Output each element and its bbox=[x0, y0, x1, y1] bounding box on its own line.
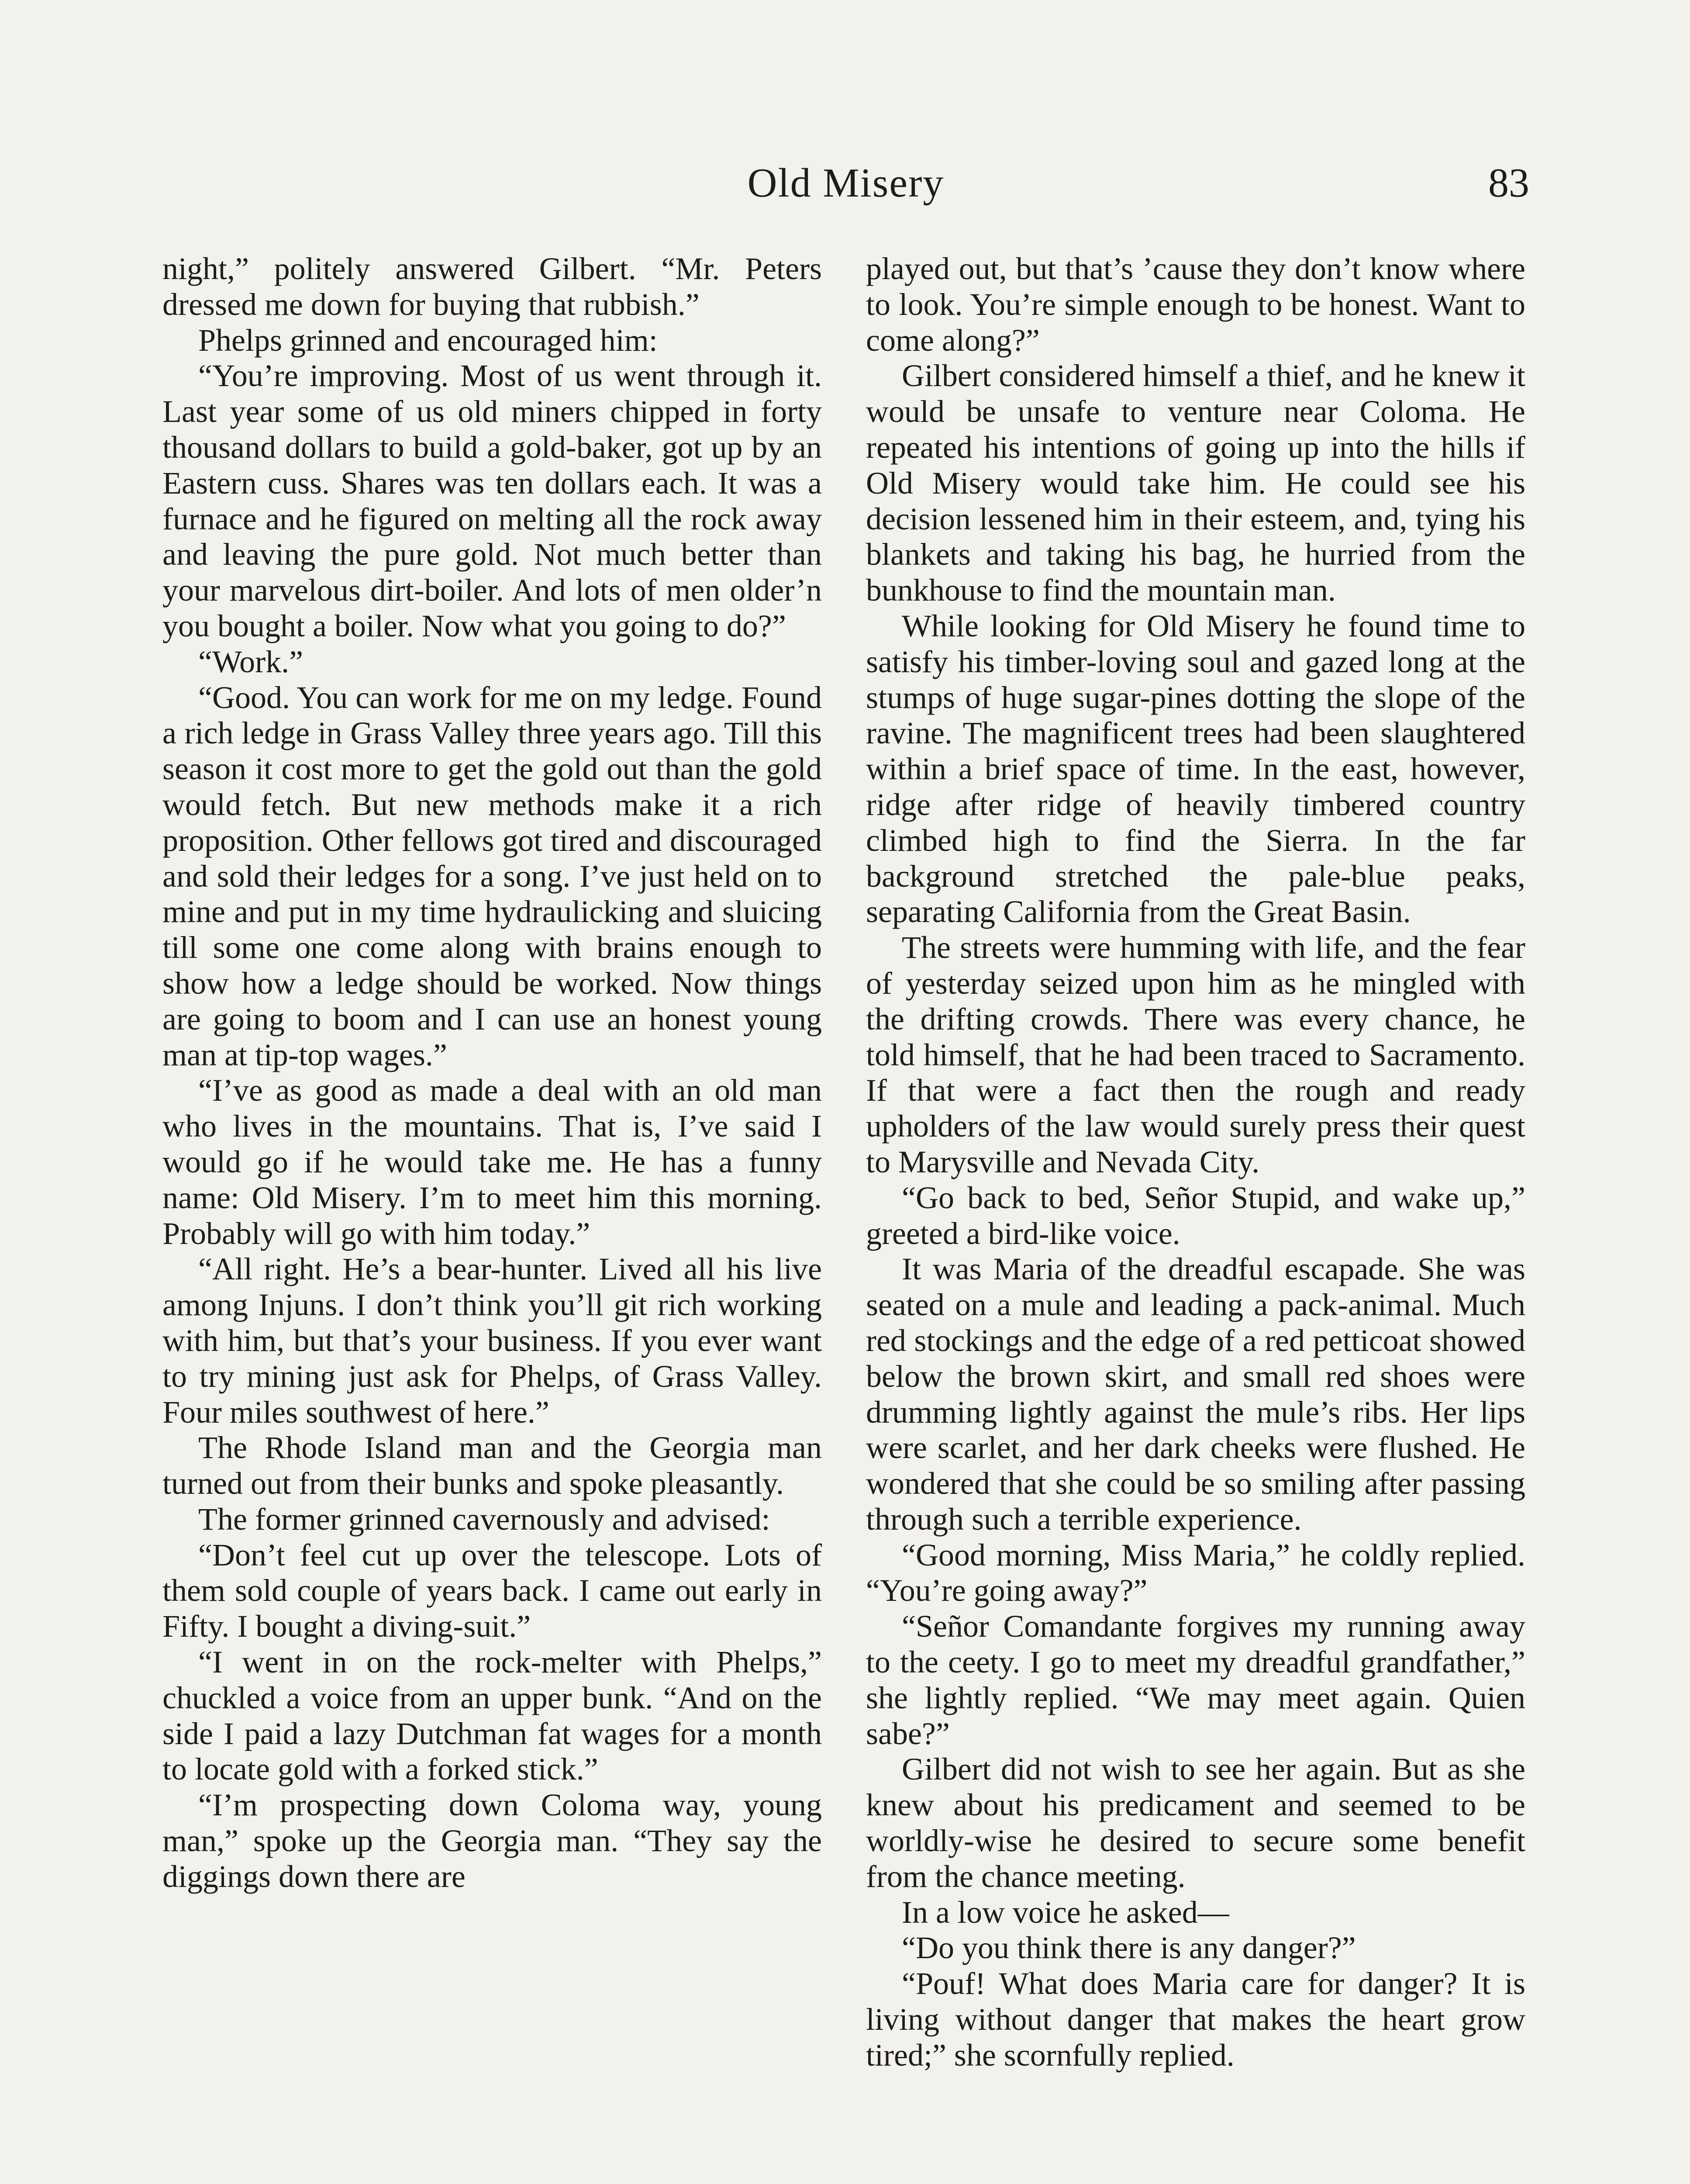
paragraph: “You’re improving. Most of us went through it. Last year some of us old miners chipped in forty thousand dollars to build a gold-baker, got up by an Eastern cuss. Shares was ten dollars each. It was a furnace and he figured on melting all the rock away and leaving the pure gold. Not much better than your marvelous dirt-boiler. And lots of men older’n you bought a boiler. Now what you going to do?” bbox=[162, 358, 822, 643]
paragraph: night,” politely answered Gilbert. “Mr. Peters dressed me down for buying that rubbish.” bbox=[162, 251, 822, 322]
paragraph: “All right. He’s a bear-hunter. Lived all his live among Injuns. I don’t think you’ll git rich working with him, but that’s your business. If you ever want to try mining just ask for Phelps, of Grass Valley. Four miles southwest of here.” bbox=[162, 1251, 822, 1430]
paragraph: “Go back to bed, Señor Stupid, and wake up,” greeted a bird-like voice. bbox=[866, 1180, 1525, 1251]
paragraph: “Good morning, Miss Maria,” he coldly replied. “You’re going away?” bbox=[866, 1537, 1525, 1608]
paragraph: played out, but that’s ’cause they don’t know where to look. You’re simple enough to be honest. Want to come along?” bbox=[866, 251, 1525, 358]
paragraph: While looking for Old Misery he found time to satisfy his timber-loving soul and gazed long at the stumps of huge sugar-pines dotting the slope of the ravine. The magnificent trees had been slaughtered within a brief space of time. In the east, however, ridge after ridge of heavily timbered country climbed high to find the Sierra. In the far background stretched the pale-blue peaks, separating California from the Great Basin. bbox=[866, 608, 1525, 930]
paragraph: “Pouf! What does Maria care for danger? It is living without danger that makes the heart grow tired;” she scornfully replied. bbox=[866, 1966, 1525, 2073]
paragraph: Gilbert considered himself a thief, and he knew it would be unsafe to venture near Coloma. He repeated his intentions of going up into the hills if Old Misery would take him. He could see his decision lessened him in their esteem, and, tying his blankets and taking his bag, he hurried from the bunkhouse to find the mountain man. bbox=[866, 358, 1525, 608]
paragraph: Gilbert did not wish to see her again. But as she knew about his predicament and seemed to be worldly-wise he desired to secure some benefit from the chance meeting. bbox=[866, 1752, 1525, 1894]
text-column-right bbox=[866, 251, 1525, 2073]
paragraph: “Work.” bbox=[198, 644, 304, 679]
text-column-left bbox=[162, 251, 822, 1895]
paragraph: The former grinned cavernously and advised: bbox=[198, 1501, 770, 1537]
paragraph: “I’ve as good as made a deal with an old man who lives in the mountains. That is, I’ve said I would go if he would take me. He has a funny name: Old Misery. I’m to meet him this morning. Probably will go with him today.” bbox=[162, 1073, 822, 1251]
paragraph: It was Maria of the dreadful escapade. She was seated on a mule and leading a pack-animal. Much red stockings and the edge of a red petticoat showed below the brown skirt, and small red shoes were drumming lightly against the mule’s ribs. Her lips were scarlet, and her dark cheeks were flushed. He wondered that she could be so smiling after passing through such a terrible experience. bbox=[866, 1251, 1525, 1537]
paragraph: “Do you think there is any danger?” bbox=[902, 1930, 1356, 1966]
paragraph: The streets were humming with life, and the fear of yesterday seized upon him as he mingled with the drifting crowds. There was every chance, he told himself, that he had been traced to Sacramento. If that were a fact then the rough and ready upholders of the law would surely press their quest to Marysville and Nevada City. bbox=[866, 930, 1525, 1179]
paragraph: Phelps grinned and encouraged him: bbox=[198, 322, 658, 358]
paragraph: In a low voice he asked— bbox=[902, 1894, 1229, 1930]
paragraph: The Rhode Island man and the Georgia man turned out from their bunks and spoke pleasantly. bbox=[162, 1430, 822, 1501]
page-number: 83 bbox=[1488, 160, 1529, 206]
page-header bbox=[162, 159, 1529, 212]
paragraph: “Don’t feel cut up over the telescope. Lots of them sold couple of years back. I came out early in Fifty. I bought a diving-suit.” bbox=[162, 1537, 822, 1644]
paragraph: “Señor Comandante forgives my running away to the ceety. I go to meet my dreadful grandfather,” she lightly replied. “We may meet again. Quien sabe?” bbox=[866, 1609, 1525, 1751]
paragraph: “I’m prospecting down Coloma way, young man,” spoke up the Georgia man. “They say the diggings down there are bbox=[162, 1787, 822, 1894]
paragraph: “Good. You can work for me on my ledge. Found a rich ledge in Grass Valley three years ago. Till this season it cost more to get the gold out than the gold would fetch. But new methods make it a rich proposition. Other fellows got tired and discouraged and sold their ledges for a song. I’ve just held on to mine and put in my time hydraulicking and sluicing till some one come along with brains enough to show how a ledge should be worked. Now things are going to boom and I can use an honest young man at tip-top wages.” bbox=[162, 680, 822, 1072]
running-title: Old Misery bbox=[747, 160, 945, 206]
paragraph: “I went in on the rock-melter with Phelps,” chuckled a voice from an upper bunk. “And on the side I paid a lazy Dutchman fat wages for a month to locate gold with a forked stick.” bbox=[162, 1645, 822, 1787]
